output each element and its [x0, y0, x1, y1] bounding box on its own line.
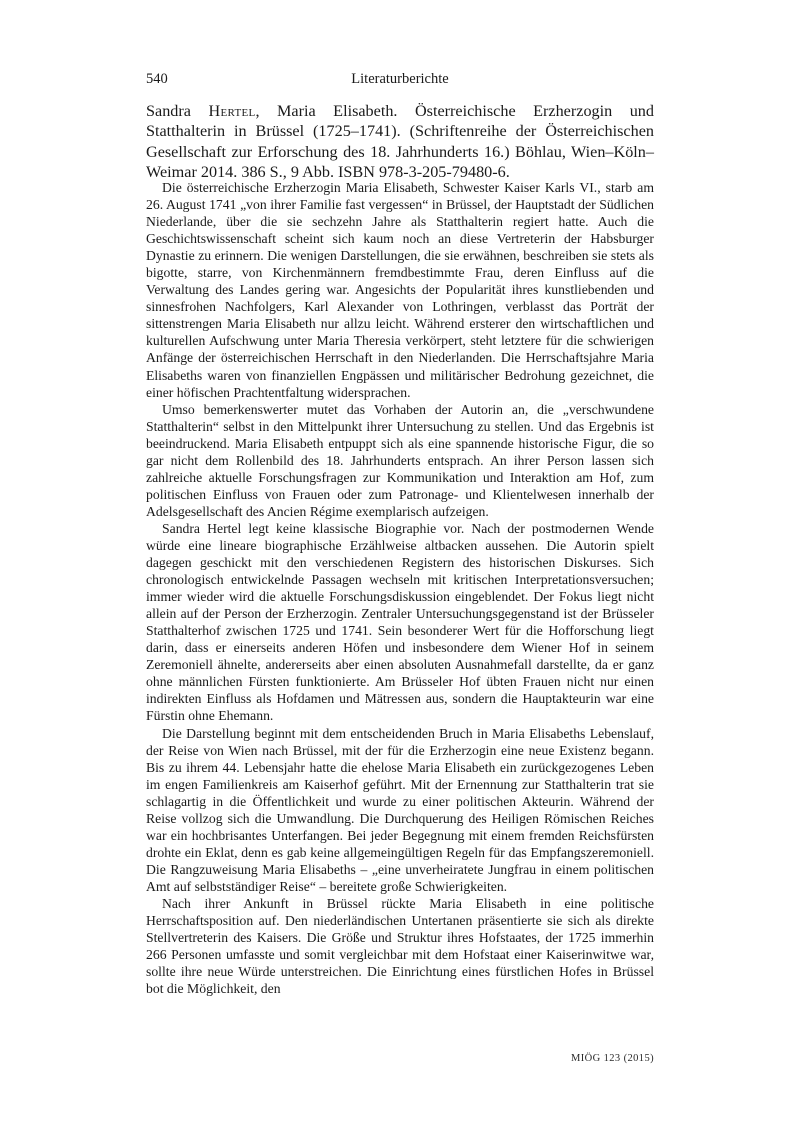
running-title: Literaturberichte: [351, 71, 449, 87]
citation-author-last: Hertel: [208, 102, 256, 120]
book-citation: [146, 101, 654, 182]
paragraph: Die Darstellung beginnt mit dem entscheidenden Bruch in Maria Elisabeths Lebenslauf, der Reise von Wien nach Brüssel, mit der für die Erzherzogin eine neue Existenz begann. Bis zu ihrem 44. Lebensjahr hatte die ehelose Maria Elisabeth ein zurückgezogenes Leben im engen Familienkreis am Kaiserhof geführt. Mit der Ernennung zur Statthalterin trat sie schlagartig in die Öffentlichkeit und wurde zu einer politischen Akteurin. Während der Reise vollzog sich die Umwandlung. Die Durchquerung des Heiligen Römischen Reiches war ein hochbrisantes Unterfangen. Bei jeder Begegnung mit einem fremden Reichsfürsten drohte ein Eklat, denn es gab keine allgemeingültigen Regeln für das Empfangszeremoniell. Die Rangzuweisung Maria Elisabeths – „eine unverheiratete Jungfrau in einem politischen Amt auf selbstständiger Reise“ – bereitete große Schwierigkeiten.: [146, 725, 654, 894]
citation-details: , Maria Elisabeth. Österreichische Erzherzogin und Statthalterin in Brüssel (1725–1741). (Schriftenreihe der Österreichischen Gesellschaft zur Erforschung des 18. Jahrhunderts 16.) Böhlau, Wien–Köln–Weimar 2014. 386 S., 9 Abb. ISBN 978-3-205-79480-6.: [146, 102, 654, 181]
page-header: [146, 71, 654, 91]
citation-author-first: Sandra: [146, 102, 191, 120]
paragraph: Nach ihrer Ankunft in Brüssel rückte Maria Elisabeth in eine politische Herrschaftsposition auf. Den niederländischen Untertanen präsentierte sie sich als direkte Stellvertreterin des Kaisers. Die Größe und Struktur ihres Hofstaates, der 1725 immerhin 266 Personen umfasste und somit vergleichbar mit dem Hofstaat einer Kaiserinwitwe war, sollte ihre neue Würde unterstreichen. Die Einrichtung eines fürstlichen Hofes in Brüssel bot die Möglichkeit, den: [146, 895, 654, 997]
review-body: [146, 179, 654, 997]
journal-footer: MIÖG 123 (2015): [571, 1053, 654, 1064]
paragraph: Sandra Hertel legt keine klassische Biographie vor. Nach der postmodernen Wende würde eine lineare biographische Erzählweise altbacken aussehen. Die Autorin spielt dagegen geschickt mit den verschiedenen Registern des historischen Diskurses. Sich chronologisch entwickelnde Passagen wechseln mit kritischen Interpretationsversuchen; immer wieder wird die aktuelle Forschungsdiskussion eingeblendet. Der Fokus liegt nicht allein auf der Person der Erzherzogin. Zentraler Untersuchungsgegenstand ist der Brüsseler Statthalterhof zwischen 1725 und 1741. Sein besonderer Wert für die Hofforschung liegt darin, dass er einerseits anderen Höfen und insbesondere dem Wiener Hof in seinem Zeremoniell ähnelte, andererseits aber einen absoluten Ausnahmefall darstellte, da er ganz ohne männlichen Fürsten funktionierte. Am Brüsseler Hof übten Frauen nicht nur einen indirekten Einfluss als Hofdamen und Mätressen aus, sondern die Hauptakteurin war eine Fürstin ohne Ehemann.: [146, 520, 654, 724]
paragraph: Umso bemerkenswerter mutet das Vorhaben der Autorin an, die „verschwundene Statthalterin“ selbst in den Mittelpunkt ihrer Untersuchung zu stellen. Und das Ergebnis ist beeindruckend. Maria Elisabeth entpuppt sich als eine spannende historische Figur, die so gar nicht dem Rollenbild des 18. Jahrhunderts entsprach. An ihrer Person lassen sich zahlreiche aktuelle Forschungsfragen zur Kommunikation und Interaktion am Hof, zum politischen Einfluss von Frauen oder zum Patronage- und Klientelwesen innerhalb der Adelsgesellschaft des Ancien Régime exemplarisch aufzeigen.: [146, 401, 654, 519]
page-number: 540: [146, 71, 168, 87]
document-page: [146, 0, 654, 1129]
paragraph: Die österreichische Erzherzogin Maria Elisabeth, Schwester Kaiser Karls VI., starb am 26. August 1741 „von ihrer Familie fast vergessen“ in Brüssel, der Hauptstadt der Südlichen Niederlande, über die sie sechzehn Jahre als Statthalterin regiert hatte. Auch die Geschichtswissenschaft scheint sich kaum noch an diese Vertreterin der Habsburger Dynastie zu erinnern. Die wenigen Darstellungen, die sie erwähnen, beschreiben sie stets als bigotte, starre, von Kirchenmännern fremdbestimmte Frau, deren Einfluss auf die Verwaltung des Landes gering war. Angesichts der Popularität ihres kunstliebenden und sinnesfrohen Nachfolgers, Karl Alexander von Lothringen, verblasst das Porträt der sittenstrengen Maria Elisabeth nur allzu leicht. Während ersterer den wirtschaftlichen und kulturellen Aufschwung unter Maria Theresia verkörpert, steht letztere für die schwierigen Anfänge der österreichischen Herrschaft in den Niederlanden. Die Herrschaftsjahre Maria Elisabeths waren von finanziellen Engpässen und militärischer Bedrohung gezeichnet, die einer höfischen Prachtentfaltung widersprachen.: [146, 180, 654, 400]
